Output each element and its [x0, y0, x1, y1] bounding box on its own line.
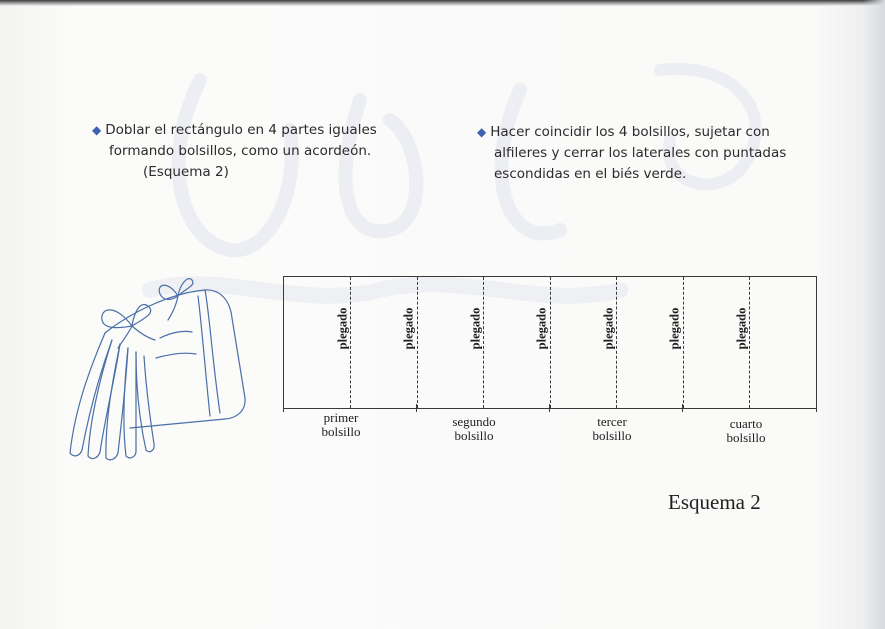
fold-label: plegado — [335, 307, 350, 350]
instruction-left-line2: formando bolsillos, como un acordeón. — [109, 143, 372, 159]
fold-line-4 — [550, 277, 551, 408]
instruction-right-line2: alfileres y cerrar los laterales con puntadas — [494, 145, 787, 161]
fold-line-2 — [417, 277, 418, 408]
instruction-left-line1: Doblar el rectángulo en 4 partes iguales — [105, 122, 377, 138]
folded-accordion-bag-sketch — [60, 278, 260, 463]
pattern-rectangle — [283, 276, 817, 409]
fold-label: plegado — [534, 307, 549, 350]
pocket-tick — [816, 404, 817, 412]
instruction-right-line3: escondidas en el biés verde. — [494, 166, 687, 182]
pocket-tick — [416, 404, 417, 412]
pocket-label-fourth: cuarto bolsillo — [726, 416, 766, 445]
fold-label: plegado — [401, 307, 416, 350]
instruction-fold-rectangle — [92, 120, 422, 183]
diamond-bullet-icon: ◆ — [477, 125, 487, 139]
fold-label: plegado — [667, 307, 682, 350]
pocket-label-third: tercer bolsillo — [592, 414, 632, 443]
pocket-tick — [682, 404, 683, 412]
scan-top-edge — [0, 0, 885, 6]
fold-line-6 — [683, 277, 684, 408]
pocket-tick — [549, 404, 550, 412]
diagram-caption: Esquema 2 — [668, 490, 761, 514]
pocket-label-second: segundo bolsillo — [452, 414, 496, 443]
pocket-label-first: primer bolsillo — [321, 410, 361, 439]
scan-right-edge — [863, 0, 885, 629]
instruction-left-line3: (Esquema 2) — [143, 164, 229, 180]
diamond-bullet-icon: ◆ — [92, 123, 102, 137]
pocket-tick — [283, 404, 284, 412]
instruction-right-line1: Hacer coincidir los 4 bolsillos, sujetar con — [490, 124, 770, 140]
instruction-join-pockets — [477, 122, 837, 185]
fold-label: plegado — [468, 307, 483, 350]
fold-label: plegado — [601, 307, 616, 350]
fold-label: plegado — [734, 307, 749, 350]
